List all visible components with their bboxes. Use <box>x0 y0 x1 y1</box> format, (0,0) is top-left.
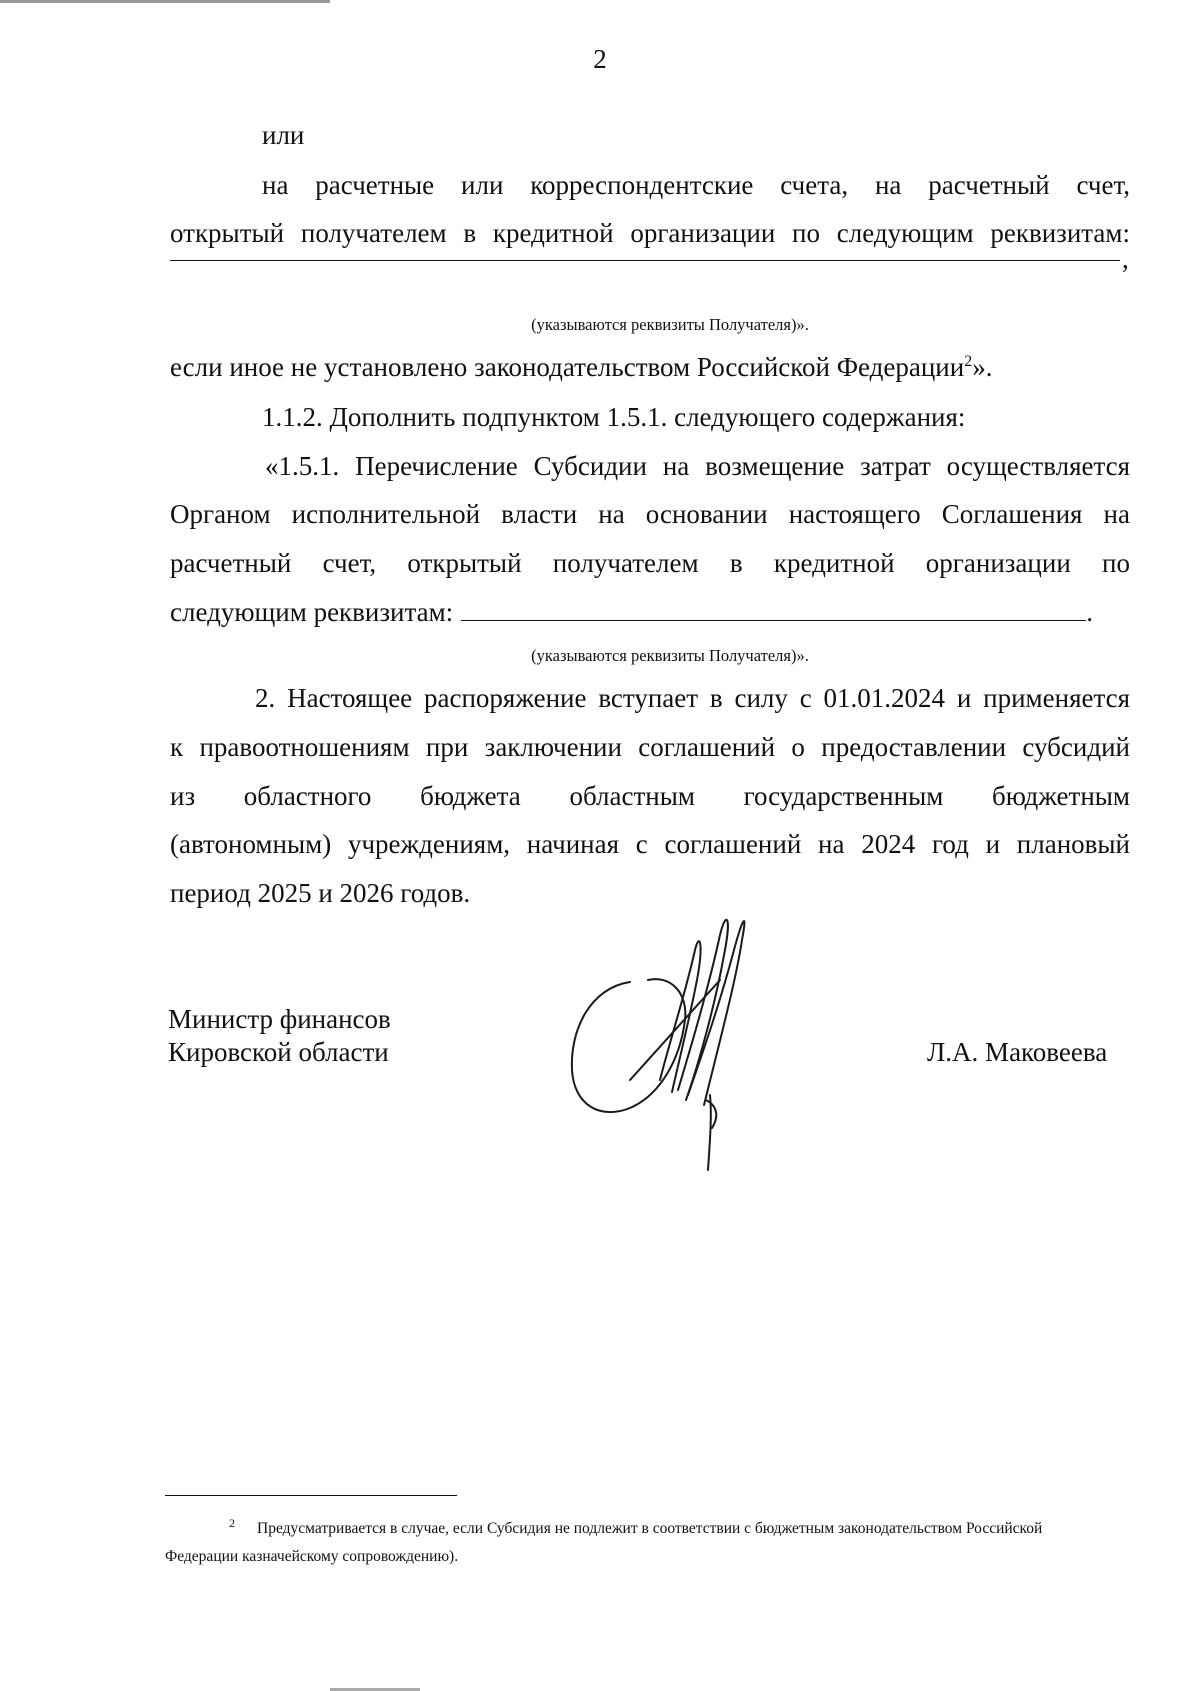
requisites-caption-2-text: (указываются реквизиты Получателя)». <box>531 646 809 665</box>
text-line-or: или <box>262 120 305 150</box>
text-line-unless-main: если иное не установлено законодательством Российской Федерации <box>170 352 965 382</box>
footnote-reference: 2 <box>964 353 973 370</box>
requisites-inline-fill-line <box>461 594 1086 621</box>
text-para-2-line-5: период 2025 и 2026 годов. <box>170 878 471 908</box>
text-para-2-line-2: к правоотношениям при заключении соглашений о предоставлении субсидий <box>170 732 1130 762</box>
text-para-2-line-4: (автономным) учреждениям, начиная с соглашений на 2024 год и плановый <box>170 829 1130 859</box>
footnote-text-1: Предусматривается в случае, если Субсидия не подлежит в соответствии с бюджетным законодательством Российской <box>257 1520 1043 1537</box>
signatory-name: Л.А. Маковеева <box>927 1037 1108 1067</box>
requisites-caption-1 <box>0 314 1200 336</box>
handwritten-signature <box>560 900 770 1180</box>
page-number: 2 <box>593 44 607 74</box>
fill-line-comma: , <box>1122 244 1129 274</box>
text-line-1-5-1-c: расчетный счет, открытый получателем в кредитной организации по <box>170 548 1130 578</box>
footnote-line-1 <box>165 1512 1130 1540</box>
footnote-separator <box>165 1495 457 1496</box>
text-line-1-5-1-d-text: следующим реквизитам: <box>170 597 454 627</box>
text-line-unless-end: ». <box>972 352 993 382</box>
requisites-caption-2 <box>0 645 1200 667</box>
footnote-line-2: Федерации казначейскому сопровождению). <box>165 1548 459 1565</box>
scan-artifact-top <box>0 0 330 3</box>
text-line-accounts-1: на расчетные или корреспондентские счета, на расчетный счет, <box>262 170 1130 200</box>
signatory-position-line-1: Министр финансов <box>168 1004 391 1034</box>
text-line-1-5-1-d <box>170 594 1130 629</box>
text-line-1-5-1-d-end: . <box>1086 597 1093 627</box>
requisites-caption-1-text: (указываются реквизиты Получателя)». <box>531 315 809 334</box>
text-line-1-1-2: 1.1.2. Дополнить подпунктом 1.5.1. следующего содержания: <box>262 402 966 432</box>
text-para-2-line-3: из областного бюджета областным государственным бюджетным <box>170 781 1130 811</box>
signatory-position-line-2: Кировской области <box>168 1037 389 1067</box>
text-line-1-5-1-b: Органом исполнительной власти на основании настоящего Соглашения на <box>170 499 1130 529</box>
text-line-accounts-2: открытый получателем в кредитной организации по следующим реквизитам: <box>170 218 1130 248</box>
signatory-position <box>168 1003 391 1069</box>
requisites-fill-line <box>170 260 1120 261</box>
text-line-unless <box>170 350 1130 384</box>
text-para-2-line-1: 2. Настоящее распоряжение вступает в силу с 01.01.2024 и применяется <box>255 683 1130 713</box>
text-line-1-5-1-a: «1.5.1. Перечисление Субсидии на возмещение затрат осуществляется <box>265 451 1130 481</box>
footnote-number: 2 <box>229 1516 235 1530</box>
